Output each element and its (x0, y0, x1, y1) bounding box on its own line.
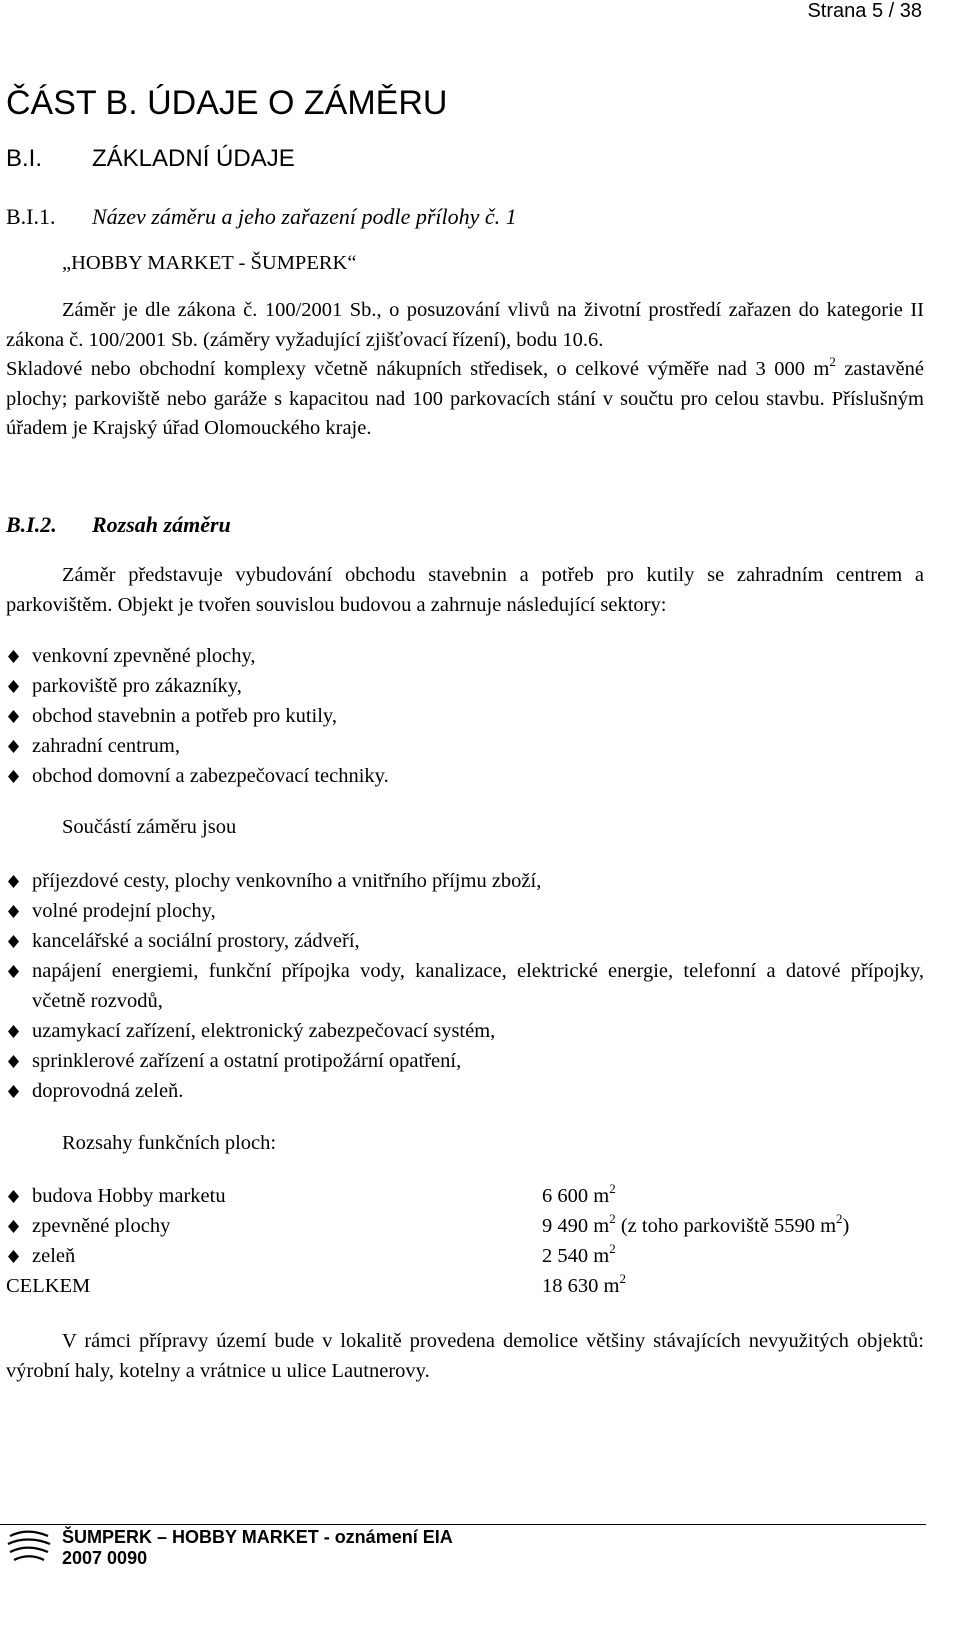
list-item-text: venkovní zpevněné plochy, (32, 645, 256, 667)
list-item-text: uzamykací zařízení, elektronický zabezpečovací systém, (32, 1020, 496, 1042)
section-title-b1: ZÁKLADNÍ ÚDAJE (92, 145, 295, 172)
area-value (542, 1241, 616, 1271)
parts-heading: Součástí záměru jsou (62, 816, 237, 838)
diamond-bullet-icon (8, 1220, 19, 1233)
part-title: ČÁST B. ÚDAJE O ZÁMĚRU (6, 84, 448, 122)
list-item (6, 866, 924, 896)
diamond-bullet-icon (8, 1025, 19, 1038)
list-item-text: obchod domovní a zabezpečovací techniky. (32, 765, 389, 787)
diamond-bullet-icon (8, 710, 19, 723)
area-label: zpevněné plochy (32, 1215, 171, 1237)
area-label: budova Hobby marketu (32, 1185, 226, 1207)
area-row (6, 1241, 924, 1271)
areas-heading: Rozsahy funkčních ploch: (62, 1132, 277, 1154)
diamond-bullet-icon (8, 935, 19, 948)
area-value-unit-sup: 2 (609, 1181, 616, 1196)
list-item (6, 1076, 924, 1106)
category-text-start: Skladové nebo obchodní komplexy včetně nákupních středisek, o celkové výměře nad 3 000 m (6, 358, 830, 380)
footer-code: 2007 0090 (62, 1548, 148, 1568)
list-item (6, 761, 924, 791)
footer-title: ŠUMPERK – HOBBY MARKET - oznámení EIA (62, 1527, 453, 1547)
area-value-number: 2 540 m (542, 1245, 610, 1267)
area-row (6, 1211, 924, 1241)
classification-paragraph: Záměr je dle zákona č. 100/2001 Sb., o posuzování vlivů na životní prostředí zařazen do kategorie II zákona č. 100/2001 Sb. (záměry vyžadující zjišťovací řízení), bodu 10.6. (6, 299, 924, 351)
list-item (6, 926, 924, 956)
closing-paragraph: V rámci přípravy území bude v lokalitě provedena demolice většiny stávajících nevyužitých objektů: výrobní haly, kotelny a vrátnice u ulice Lautnerovy. (6, 1330, 924, 1382)
list-item (6, 671, 924, 701)
list-item-text: obchod stavebnin a potřeb pro kutily, (32, 705, 337, 727)
list-item-text: volné prodejní plochy, (32, 900, 216, 922)
area-total-sup: 2 (619, 1271, 626, 1286)
list-item (6, 1046, 924, 1076)
footer-rule (0, 1524, 926, 1525)
area-total-value (542, 1271, 626, 1301)
area-value (542, 1211, 849, 1241)
diamond-bullet-icon (8, 1190, 19, 1203)
category-text-end: zastavěné plochy; parkoviště nebo garáže s kapacitou nad 100 parkovacích stání v součtu pro celou stavbu. Příslušným úřadem je Krajský úřad Olomouckého kraje. (6, 358, 924, 439)
scope-intro: Záměr představuje vybudování obchodu stavebnin a potřeb pro kutily se zahradním centrem a parkovištěm. Objekt je tvořen souvislou budovou a zahrnuje následující sektory: (6, 564, 924, 616)
category-description (6, 355, 924, 444)
areas-table (6, 1181, 924, 1301)
area-total-label: CELKEM (6, 1275, 91, 1297)
list-item-text: kancelářské a sociální prostory, zádveří, (32, 930, 360, 952)
diamond-bullet-icon (8, 965, 19, 978)
list-item-text: doprovodná zeleň. (32, 1080, 184, 1102)
area-value-unit-sup: 2 (609, 1241, 616, 1256)
diamond-bullet-icon (8, 875, 19, 888)
section-number-b11: B.I.1. (6, 204, 56, 229)
project-name: „HOBBY MARKET - ŠUMPERK“ (62, 252, 357, 274)
company-logo-icon (4, 1528, 56, 1568)
list-item (6, 896, 924, 926)
diamond-bullet-icon (8, 1055, 19, 1068)
list-item-text: sprinklerové zařízení a ostatní protipožární opatření, (32, 1050, 462, 1072)
area-total-row (6, 1271, 924, 1301)
area-value (542, 1181, 616, 1211)
diamond-bullet-icon (8, 650, 19, 663)
area-note-end: ) (842, 1215, 850, 1237)
list-item-text: příjezdové cesty, plochy venkovního a vnitřního příjmu zboží, (32, 870, 542, 892)
area-value-unit-sup: 2 (609, 1211, 616, 1226)
list-item-text: zahradní centrum, (32, 735, 180, 757)
list-item (6, 956, 924, 1016)
list-item-text: parkoviště pro zákazníky, (32, 675, 242, 697)
section-title-b11: Název záměru a jeho zařazení podle přílohy č. 1 (92, 204, 517, 229)
area-note-sup: 2 (836, 1211, 843, 1226)
sectors-list (6, 641, 924, 791)
area-row (6, 1181, 924, 1211)
diamond-bullet-icon (8, 905, 19, 918)
category-superscript: 2 (829, 354, 836, 369)
list-item (6, 641, 924, 671)
list-item (6, 731, 924, 761)
list-item (6, 701, 924, 731)
diamond-bullet-icon (8, 680, 19, 693)
area-total-number: 18 630 m (542, 1275, 620, 1297)
area-value-number: 9 490 m (542, 1215, 610, 1237)
section-number-b1: B.I. (6, 145, 43, 172)
diamond-bullet-icon (8, 1250, 19, 1263)
diamond-bullet-icon (8, 740, 19, 753)
diamond-bullet-icon (8, 770, 19, 783)
section-number-b12-text: B.I.2. (6, 512, 57, 537)
parts-list (6, 866, 924, 1106)
area-value-number: 6 600 m (542, 1185, 610, 1207)
list-item-text: napájení energiemi, funkční přípojka vody, kanalizace, elektrické energie, telefonní a datové přípojky, včetně rozvodů, (32, 960, 924, 1012)
section-title-b12: Rozsah záměru (92, 512, 231, 537)
diamond-bullet-icon (8, 1085, 19, 1098)
section-number-b12 (6, 512, 57, 538)
list-item (6, 1016, 924, 1046)
area-label: zeleň (32, 1245, 76, 1267)
area-note: (z toho parkoviště 5590 m (615, 1215, 837, 1237)
page-number: Strana 5 / 38 (807, 0, 922, 22)
